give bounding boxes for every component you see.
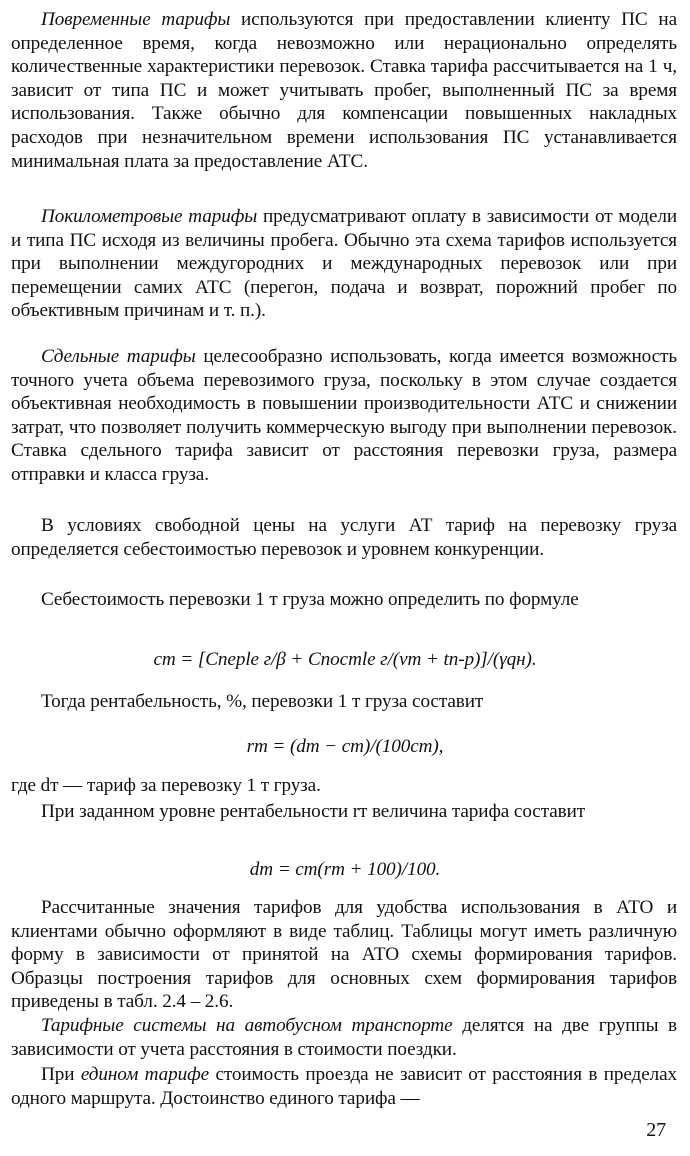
page-number: 27	[646, 1119, 666, 1141]
formula-tariff: dт = cт(rт + 100)/100.	[249, 859, 441, 880]
formula-profitability: rт = (dт − cт)/(100cт),	[246, 736, 444, 757]
term-single-tariff: едином тарифе	[80, 1064, 210, 1085]
paragraph-free-price: В условиях свободной цены на услуги АТ тариф на перевозку груза определяется себестоимостью перевозок и уровнем конкуренции.	[11, 515, 677, 560]
paragraph-single-tariff	[11, 1063, 677, 1110]
paragraph-piece-rate-tariffs	[11, 345, 677, 487]
paragraph-text: используются при предоставлении клиенту ПС на определенное время, когда невозможно или нерационально определять количественные характеристики перевозок. Ставка тарифа рассчитывается на 1 ч, зависит от типа ПС и может учитывать пробег, выполненный ПС за время использования. Также обычно для компенсации повышенных накладных расходов при незначительном времени использования ПС устанавливается минимальная плата за предоставление АТС.	[11, 9, 677, 172]
paragraph-where-note: где dт — тариф за перевозку 1 т груза.	[11, 775, 321, 796]
paragraph-profitability-intro: Тогда рентабельность, %, перевозки 1 т груза составит	[41, 691, 484, 712]
paragraph-per-km-tariffs	[11, 205, 677, 323]
paragraph-text: предусматривают оплату в зависимости от модели и типа ПС исходя из величины пробега. Обычно эта схема тарифов используется при выполнении междугородних и международных перевозок или при перемещении самих АТС (перегон, подача и возврат, порожний пробег по объективным причинам и т. п.).	[11, 206, 678, 322]
paragraph-time-tariffs	[11, 8, 677, 173]
paragraph-tariff-intro: При заданном уровне рентабельности rт величина тарифа составит	[41, 801, 586, 822]
term-bus-tariff-systems: Тарифные системы на автобусном транспорте	[41, 1015, 453, 1036]
paragraph-text: стоимость проезда не зависит от расстояния в пределах одного маршрута. Достоинство единого тарифа —	[11, 1064, 677, 1109]
paragraph-text: делятся на две группы в зависимости от учета расстояния в стоимости поездки.	[11, 1015, 678, 1060]
paragraph-bus-tariff-systems	[11, 1014, 677, 1061]
paragraph-tables: Рассчитанные значения тарифов для удобства использования в АТО и клиентами обычно оформляют в виде таблиц. Таблицы могут иметь различную форму в зависимости от принятой на АТО схемы формирования тарифов. Образцы построения тарифов для основных схем формирования тарифов приведены в табл. 2.4 – 2.6.	[11, 897, 677, 1013]
term-time-tariffs: Повременные тарифы	[41, 9, 231, 30]
paragraph-text: целесообразно использовать, когда имеется возможность точного учета объема перевозимого груза, поскольку в этом случае создается объективная необходимость в повышении производительности АТС и снижении затрат, что позволяет получить коммерческую выгоду при выполнении перевозок. Ставка сдельного тарифа зависит от расстояния перевозки груза, размера отправки и класса груза.	[11, 346, 677, 485]
formula-cost: cт = [Cперlе г/β + Cпостlе г/(vт + tп-р)]/(γqн).	[153, 649, 537, 670]
term-piece-rate-tariffs: Сдельные тарифы	[41, 346, 196, 367]
paragraph-text: При	[41, 1064, 81, 1085]
term-per-km-tariffs: Покилометровые тарифы	[41, 206, 258, 227]
paragraph-cost-intro: Себестоимость перевозки 1 т груза можно определить по формуле	[41, 589, 579, 610]
